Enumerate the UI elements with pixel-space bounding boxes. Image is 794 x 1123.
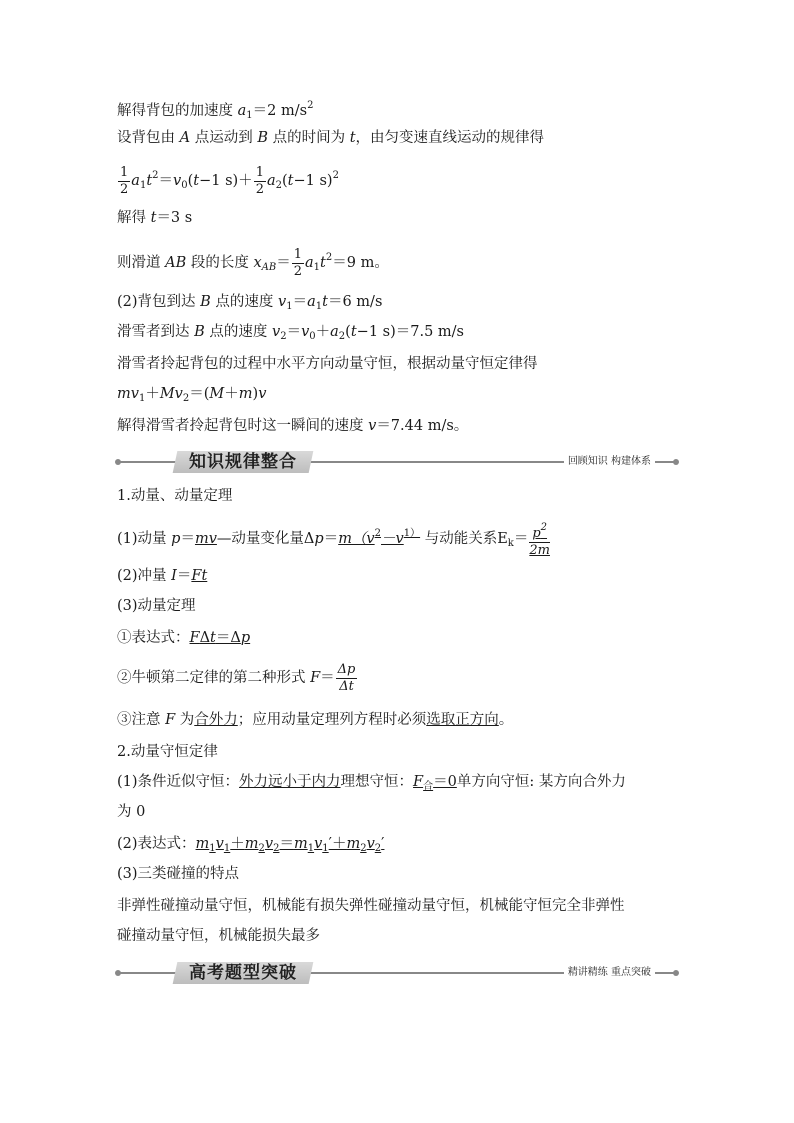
section-banner-exam [117,962,677,984]
banner-subtitle: 回顾知识 构建体系 [564,454,655,470]
line-collisions-2: 碰撞动量守恒，机械能损失最多 [117,928,320,944]
equation-kinematics: $\frac{1}{2}$ $a_1t^2=v_0(t-1$ s)＋ $\frac{1}{2}$ $a_2(t-1$ s)$^2$ [120,164,339,197]
banner-title: 高考题型突破 [173,962,314,984]
line-skier-speed: 滑雪者到达 B 点的速度 $v_2=v_0+a_2(t-1$ s)＝7.5 m/s [117,324,464,342]
line-conditions: (1)条件近似守恒：外力远小于内力理想守恒：$F_合=0$单方向守恒: 某方向合外力 [117,774,626,792]
line-expression: ①表达式：FΔt＝Δp [117,630,251,646]
heading-theorem: (3)动量定理 [117,598,196,614]
line-newton-second-law: ②牛顿第二定律的第二种形式 F＝ $\frac{\Delta p}{\Delta t}$ [117,661,356,694]
line-accel: 解得背包的加速度 $a_1=2$ $m/s^2$ [117,100,314,121]
line-momentum-def: (1)动量 p＝mv—动量变化量$\Delta p=m(v^2-v^{1)}$ 与动能关系$E_k=$ $\frac{p^2}{2m}$ [117,521,550,558]
section-banner-knowledge [117,451,677,473]
fraction-half: $\frac{1}{2}$ [120,164,129,197]
line-impulse: (2)冲量 I＝Ft [117,568,208,584]
line-slide-length: 则滑道 AB 段的长度 $x_{AB}=$ $\frac{1}{2}$ $a_1t^2=9$ m。 [117,246,389,279]
line-note: ③注意 F 为合外力；应用动量定理列方程时必须选取正方向。 [117,712,514,728]
fraction-half: $\frac{1}{2}$ [293,246,303,279]
banner-title: 知识规律整合 [173,451,314,473]
heading-momentum-theorem: 1.动量、动量定理 [117,488,233,504]
line-momentum-conservation: 滑雪者拎起背包的过程中水平方向动量守恒，根据动量守恒定律得 [117,356,538,372]
equation-momentum: $mv_1+Mv_2=(M+m)v$ [117,386,267,404]
line-backpack-speed: (2)背包到达 B 点的速度 $v_1=a_1t=6$ m/s [117,294,383,312]
line-time: 设背包由 A 点运动到 B 点的时间为 t，由匀变速直线运动的规律得 [117,130,545,146]
banner-subtitle: 精讲精练 重点突破 [564,965,655,981]
line-conservation-expression: (2)表达式：$m_1v_1+m_2v_2=m_1v_1'+m_2v_2'$ [117,836,385,854]
heading-conservation-law: 2.动量守恒定律 [117,744,218,760]
line-conditions-cont: 为 0 [117,804,146,820]
line-collisions-1: 非弹性碰撞动量守恒，机械能有损失弹性碰撞动量守恒，机械能守恒完全非弹性 [117,898,625,914]
heading-collisions: (3)三类碰撞的特点 [117,866,240,882]
line-final-speed: 解得滑雪者拎起背包时这一瞬间的速度 v＝7.44 m/s。 [117,418,469,434]
fraction-dp-dt: $\frac{\Delta p}{\Delta t}$ [337,661,356,694]
fraction-half: $\frac{1}{2}$ [255,164,264,197]
line-solve-t: 解得 t＝3 s [117,210,193,226]
fraction-kinetic-energy: $\frac{p^2}{2m}$ [529,521,550,558]
